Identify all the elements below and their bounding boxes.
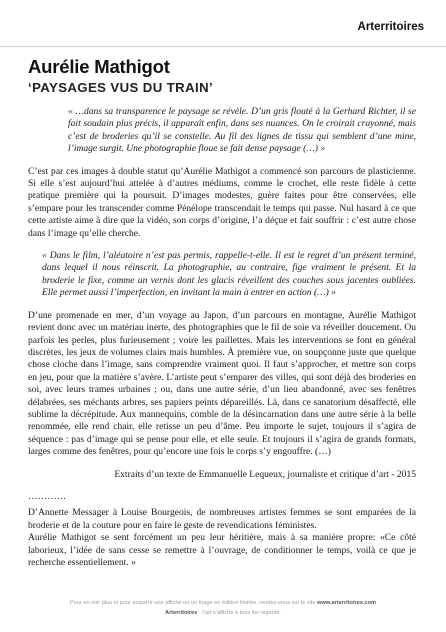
source-credit: Extraits d’un texte de Emmanuelle Lequeux, journaliste et critique d’art - 2015 bbox=[114, 468, 416, 480]
opening-quote: « …dans sa transparence le paysage se révèle. D’un gris flouté à la Gerhard Richter, il se fait soudain plus précis, il apparaît enfin, dans ses nuances. On le croirait crayonné, mais c’est de broderies qu’il se constelle. Au fil des lignes de tissu qui semblent d’une mine, l’image surgit. Une photographie floue se fait dense paysage (…) » bbox=[68, 106, 416, 155]
footer-tagline: · l’art s’affiche à tous les regards. bbox=[198, 610, 281, 616]
footer-text: Pour en voir plus et pour acquérir une affiche ou un tirage en édition limitée, rendez-vous sur le site bbox=[70, 600, 316, 606]
artist-quote: « Dans le film, l’aléatoire n’est pas permis, rappelle-t-elle. Il est le regret d’un présent terminé, dans lequel il nous réinscrit. La photographie, au contraire, fige vraiment le présent. Et la broderie le fixe, comme un vernis dont les glacis réveillent des couches sous jacentes oubliées. Elle permet aussi l’imperfection, en invitant la main à entrer en action (…) » bbox=[42, 250, 416, 299]
paragraph-closing: Aurélie Mathigot se sent forcément un peu leur héritière, mais à sa manière propre: «Ce côté laborieux, l’idée de sans cesse se remettre à l’ouvrage, de conditionner le temps, voilà ce que je recherche essentiellement. » bbox=[28, 532, 416, 568]
article-body bbox=[28, 106, 416, 579]
article-subtitle: ‘PAYSAGES VUS DU TRAIN’ bbox=[28, 80, 214, 95]
footer-line bbox=[0, 598, 446, 608]
footer-site-link[interactable]: www.arterritoires.com bbox=[317, 600, 376, 606]
footer-brand: Arterritoires bbox=[165, 610, 198, 616]
article-title: Aurélie Mathigot bbox=[28, 56, 170, 77]
paragraph-main: D’une promenade en mer, d’un voyage au Japon, d’un parcours en montagne, Aurélie Mathigot revient donc avec un matériau inerte, des photographies que le fil de soie va réveiller doucement. Ou parfois les perles, plus furieusement ; voire les paillettes. Mais les interventions se font en général discrètes, les jeux de volumes clairs mais humbles. À première vue, on soupçonne juste que quelque chose cloche dans l’image, sans comprendre vraiment quoi. Il faut s’approcher, et mettre son corps en jeu, pour que la matière s’avère. L’artiste peut s’emparer des villes, qui sont déjà des broderies en soi, avec leurs trames urbaines ; ou, dans une autre série, d’un lieu abandonné, avec ses fenêtres délabrées, ses méchants arbres, ses papiers peints dépareillés. Là, dans ce sanatorium désaffecté, elle sublime la décrépitude. Aux mannequins, comble de la désincarnation dans une autre série à la belle renommée, elle rend chair, elle retisse un peu d’âme. Peu importe le sujet, toujours il s’agira de séquence : pas d’image qui se pense pour elle, et elle seule. Et toujours il s’agira de grands formats, larges comme des fenêtres, pour qu’encore une fois le corps s’y engouffre. (…) bbox=[28, 309, 416, 458]
page-footer bbox=[0, 598, 446, 618]
paragraph-feminism: D’Annette Messager à Louise Bourgeois, de nombreuses artistes femmes se sont emparées de la broderie et de la couture pour en faire le geste de revendications féministes. bbox=[28, 507, 416, 531]
separator-dots: ………… bbox=[28, 490, 67, 502]
paragraph-intro: C’est par ces images à double statut qu’Aurélie Mathigot a commencé son parcours de plasticienne. Si elle s’est aujourd’hui attelée à d’autres médiums, comme le crochet, elle reste fidèle à cette pratique première qui la poursuit. D’images modestes, guère faites pour être conservées, elle s’empare pour les transcender comme Pénélope transcendait le temps qui passe. Nul hasard à ce que cette artiste aime à dire que la vidéo, son corps d’origine, l’a déçue et fait souffrir : c’est autre chose dans l’image qu’elle cherche. bbox=[28, 165, 416, 239]
brand-logo-text: Arterritoires bbox=[357, 21, 424, 33]
footer-tagline-line bbox=[0, 608, 446, 618]
header-divider bbox=[0, 46, 446, 47]
page-header bbox=[0, 0, 446, 46]
